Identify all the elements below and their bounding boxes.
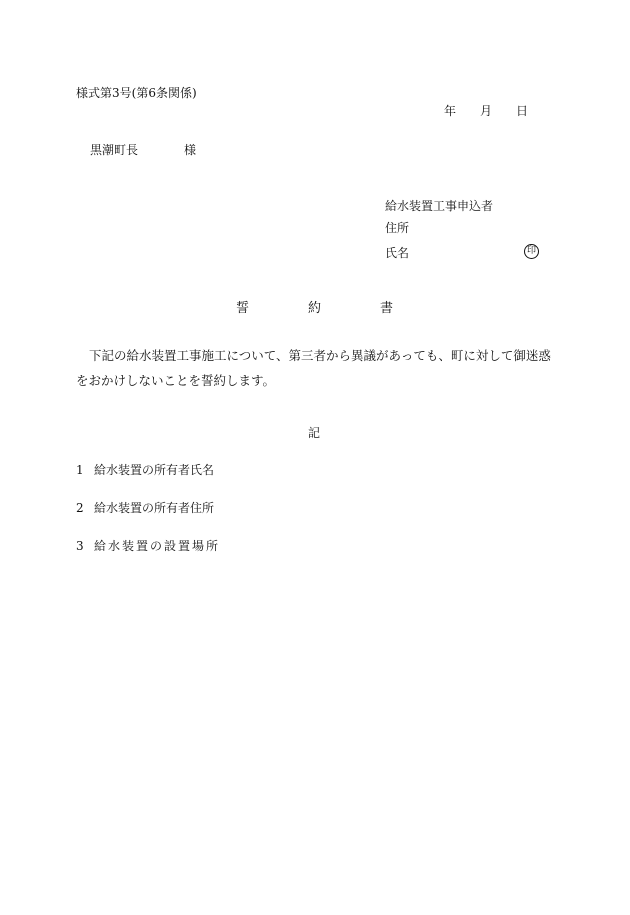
item-number: 2 [76,501,84,515]
pledge-body-text: 下記の給水装置工事施工について、第三者から異議があっても、町に対して御迷惑をおかけしないことを誓約します。 [76,348,551,388]
applicant-title: 給水装置工事申込者 [385,199,494,213]
applicant-name-label: 氏名 [385,246,410,260]
addressee-honorific: 様 [184,143,197,157]
form-number: 様式第3号(第6条関係) [76,86,197,100]
title-char-2: 約 [308,301,322,316]
list-item [76,463,214,477]
applicant-address-label: 住所 [385,221,410,235]
date-month-label: 月 [480,104,493,118]
ki-heading: 記 [308,426,321,440]
seal-mark: 印 [524,244,539,259]
item-label: 給水装置の所有者氏名 [94,463,215,477]
date-day-label: 日 [516,104,529,118]
item-number: 1 [76,463,84,477]
item-label: 給水装置の設置場所 [94,539,221,553]
title-char-3: 書 [380,301,394,316]
title-char-1: 誓 [236,301,250,316]
list-item [76,501,214,515]
list-item [76,539,220,553]
item-label: 給水装置の所有者住所 [94,501,215,515]
date-year-label: 年 [444,104,457,118]
addressee-name: 黒潮町長 [90,143,139,157]
item-number: 3 [76,539,84,553]
